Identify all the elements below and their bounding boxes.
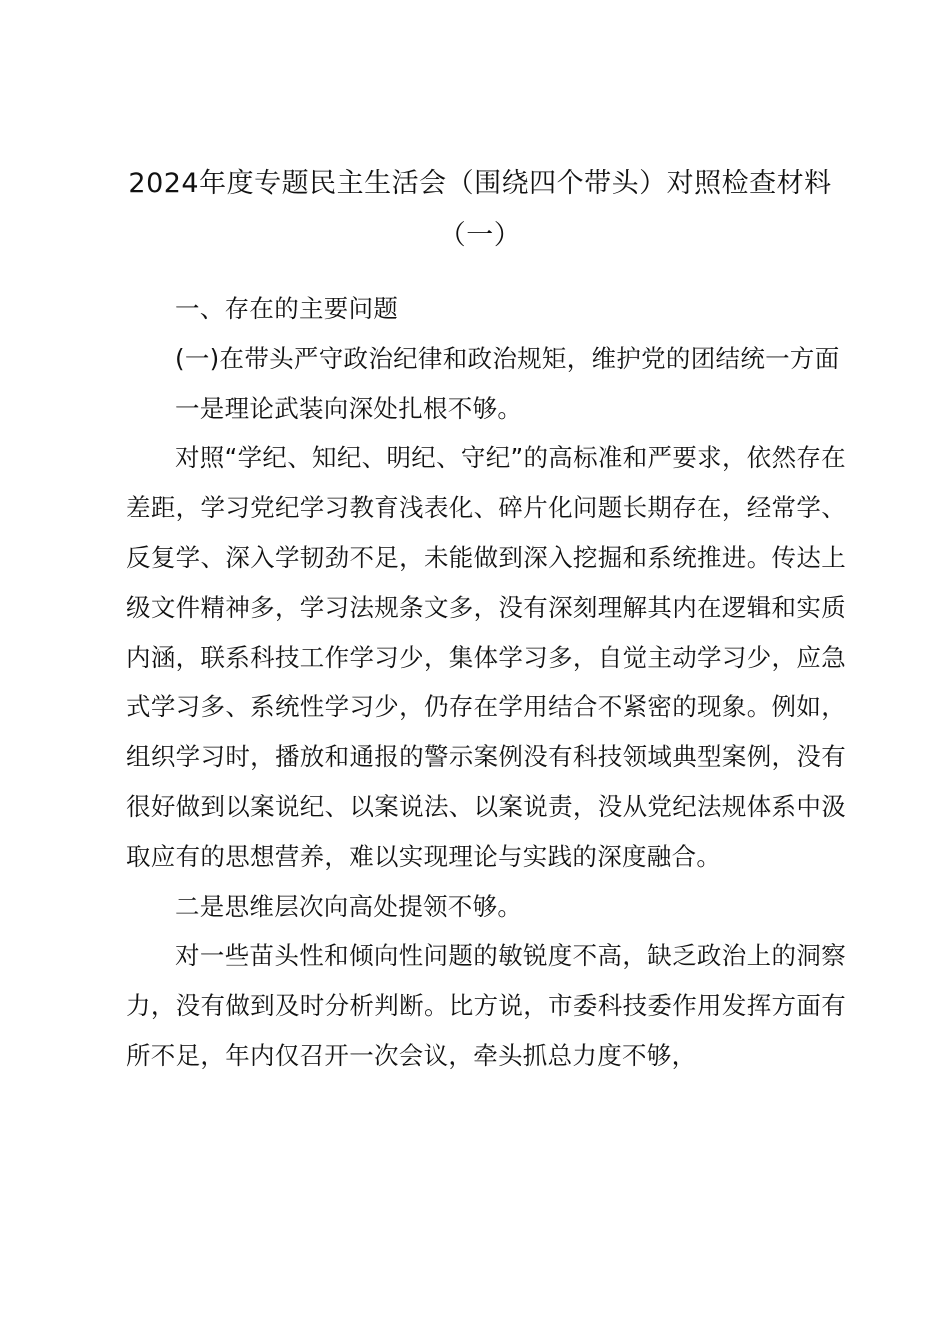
point-body-2: 对一些苗头性和倾向性问题的敏锐度不高，缺乏政治上的洞察力，没有做到及时分析判断。比方说，市委科技委作用发挥方面有所不足，年内仅召开一次会议，牵头抓总力度不够， [126,941,846,1070]
section-heading: 一、存在的主要问题 [175,294,399,323]
document-body [126,284,846,1081]
subsection-heading: (一)在带头严守政治纪律和政治规矩，维护党的团结统一方面 [175,343,840,373]
point-heading-2: 二是思维层次向高处提领不够。 [175,891,523,921]
document-title: 2024年度专题民主生活会（围绕四个带头）对照检查材料（一） [128,168,832,251]
point-body-1: 对照“学纪、知纪、明纪、守纪”的高标准和严要求，依然存在差距，学习党纪学习教育浅表化、碎片化问题长期存在，经常学、反复学、深入学韧劲不足，未能做到深入挖掘和系统推进。传达上级文件精神多，学习法规条文多，没有深刻理解其内在逻辑和实质内涵，联系科技工作学习少，集体学习多，自觉主动学习少，应急式学习多、系统性学习少，仍存在学用结合不紧密的现象。例如，组织学习时，播放和通报的警示案例没有科技领域典型案例，没有很好做到以案说纪、以案说法、以案说责，没从党纪法规体系中汲取应有的思想营养，难以实现理论与实践的深度融合。 [126,443,846,871]
point-heading-1: 一是理论武装向深处扎根不够。 [175,393,523,423]
